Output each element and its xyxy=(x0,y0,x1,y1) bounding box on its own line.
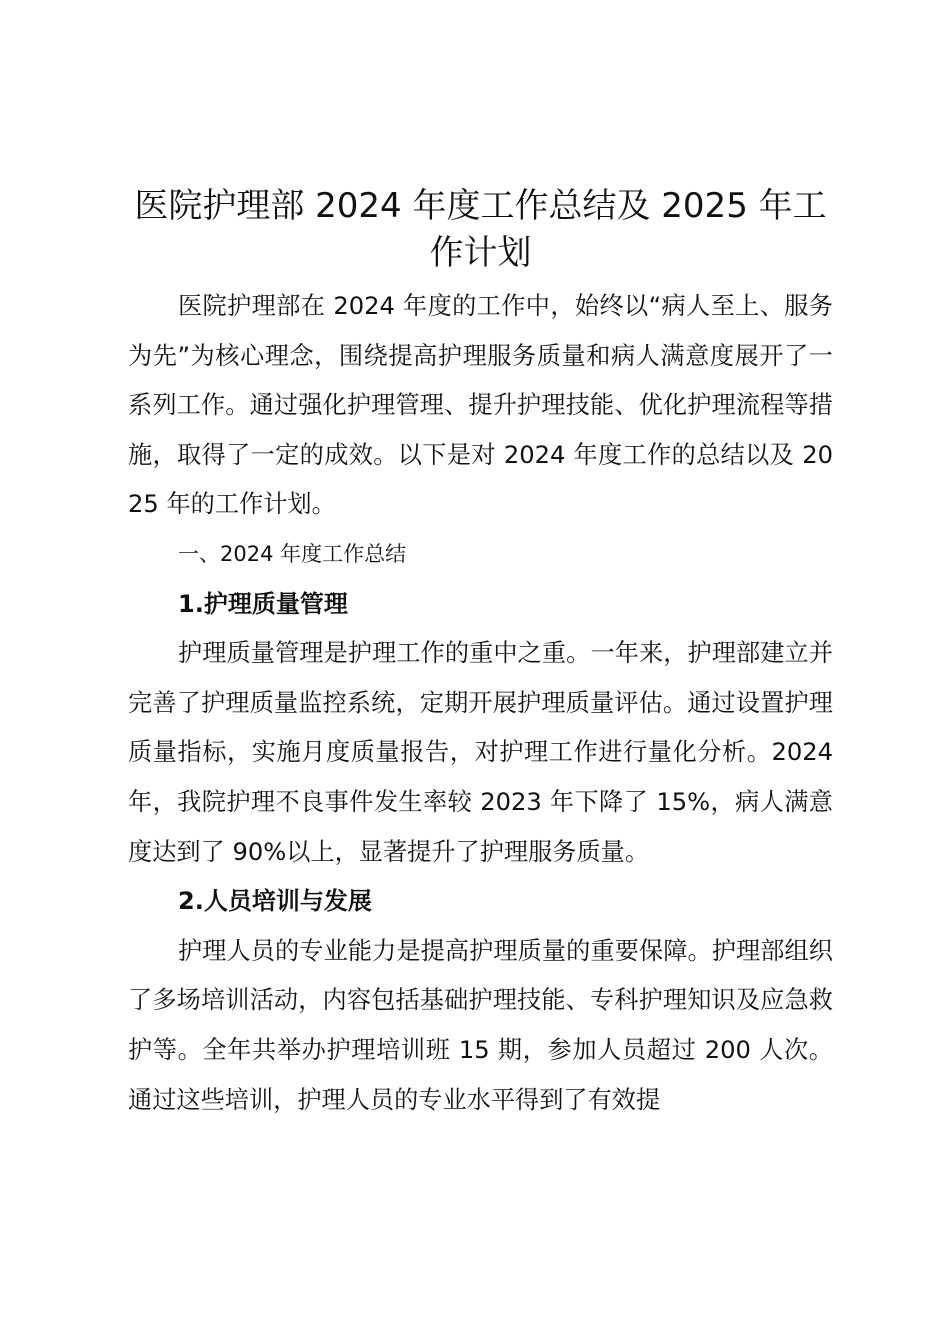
section-heading-annual-summary: 一、2024 年度工作总结 xyxy=(178,541,407,566)
quality-management-paragraph: 护理质量管理是护理工作的重中之重。一年来，护理部建立并完善了护理质量监控系统，定期开展护理质量评估。通过设置护理质量指标，实施月度质量报告，对护理工作进行量化分析。2024 年，我院护理不良事件发生率较 2023 年下降了 15%，病人满意度达到了 90%以上，显著提升了护理服务质量。 xyxy=(128,639,833,866)
document-page xyxy=(128,183,833,1125)
intro-paragraph: 医院护理部在 2024 年度的工作中，始终以“病人至上、服务为先”为核心理念，围绕提高护理服务质量和病人满意度展开了一系列工作。通过强化护理管理、提升护理技能、优化护理流程等措施，取得了一定的成效。以下是对 2024 年度工作的总结以及 2025 年的工作计划。 xyxy=(128,292,833,519)
subsection-heading-staff-training: 2.人员培训与发展 xyxy=(178,887,372,916)
subsection-heading-quality-management: 1.护理质量管理 xyxy=(178,589,348,618)
document-title: 医院护理部 2024 年度工作总结及 2025 年工作计划 xyxy=(134,186,827,273)
staff-training-paragraph: 护理人员的专业能力是提高护理质量的重要保障。护理部组织了多场培训活动，内容包括基础护理技能、专科护理知识及应急救护等。全年共举办护理培训班 15 期，参加人员超过 200 人次。通过这些培训，护理人员的专业水平得到了有效提 xyxy=(128,936,833,1114)
